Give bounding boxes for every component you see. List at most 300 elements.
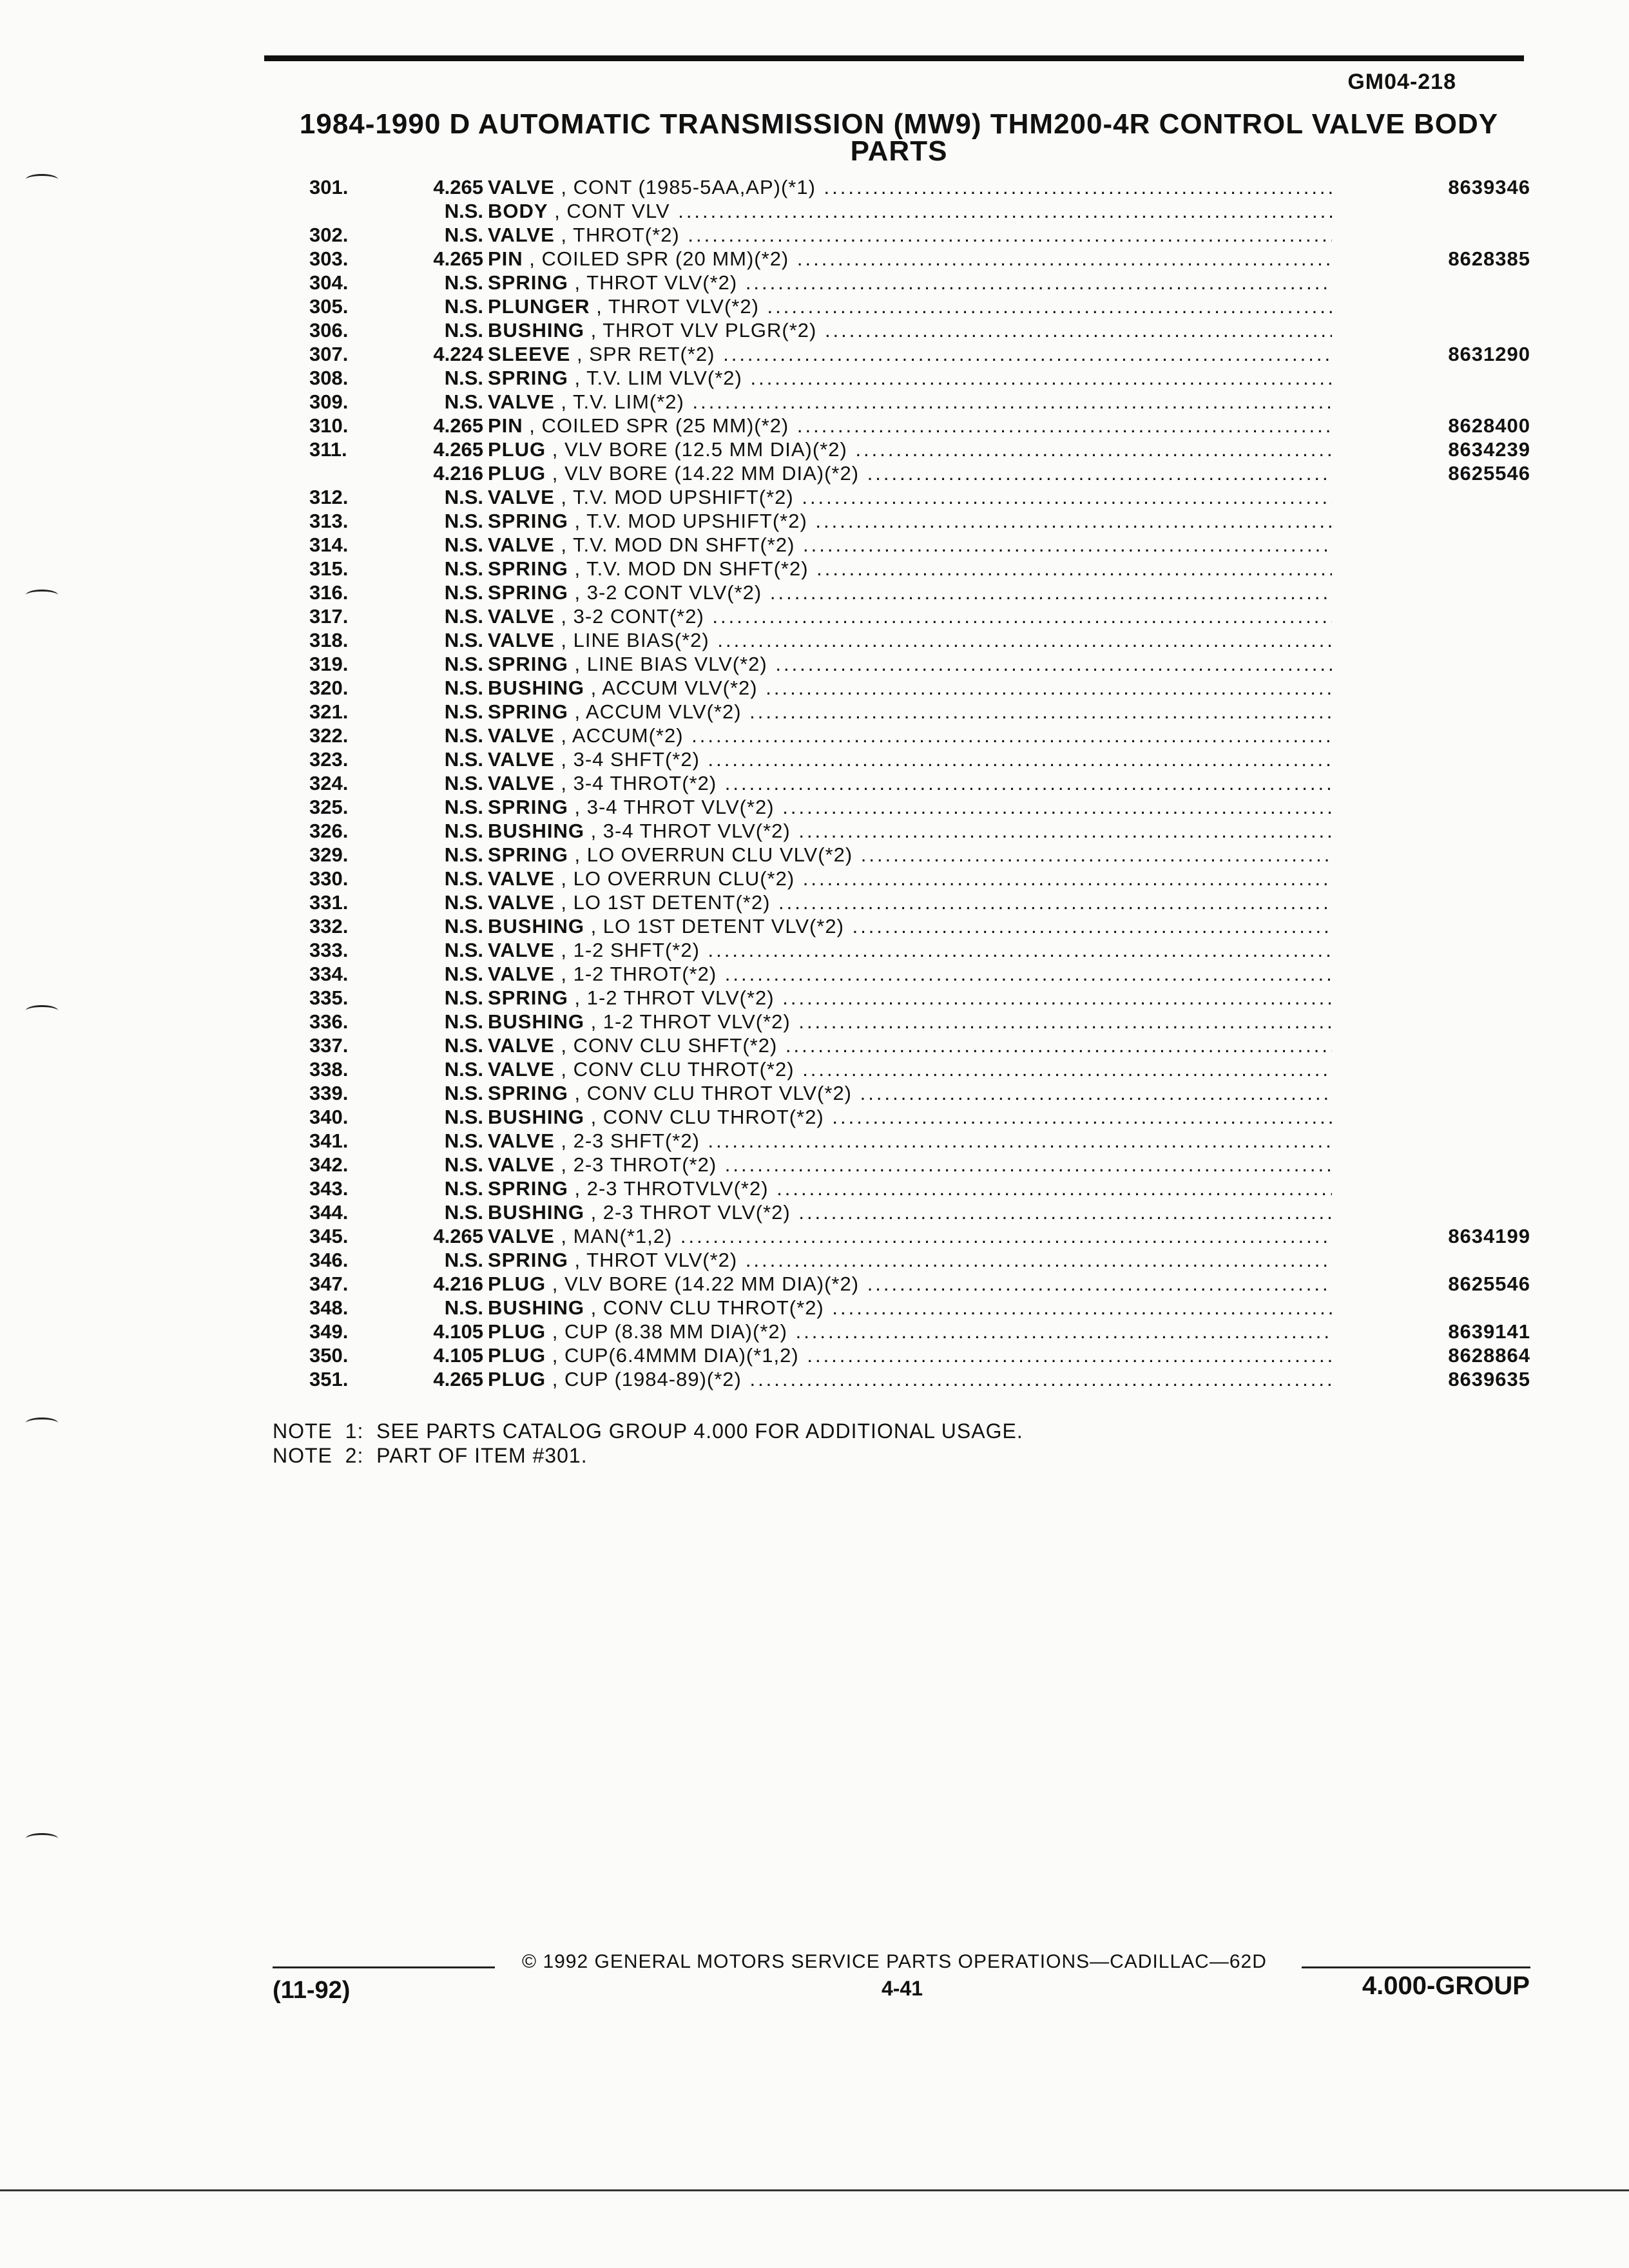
- part-row: [296, 1033, 1534, 1057]
- part-name: PLUG: [488, 438, 546, 461]
- part-description: [488, 366, 1332, 390]
- part-description: [488, 294, 1332, 318]
- title-line-1: 1984-1990 D AUTOMATIC TRANSMISSION (MW9) THM200-4R CONTROL VALVE BODY: [299, 108, 1499, 140]
- part-name: VALVE: [488, 390, 555, 413]
- item-number: 303.: [309, 247, 349, 270]
- group-number: N.S.: [444, 1177, 483, 1200]
- group-number: 4.265: [433, 1225, 483, 1247]
- part-row: [296, 676, 1534, 700]
- part-description: [488, 747, 1332, 771]
- part-row: [296, 914, 1534, 938]
- description-separator: ,: [554, 1034, 574, 1057]
- part-name: VALVE: [488, 1153, 555, 1176]
- part-name: VALVE: [488, 1034, 555, 1057]
- description-separator: ,: [554, 1058, 574, 1081]
- part-detail: COILED SPR (25 MM)(*2): [541, 414, 789, 437]
- group-number: N.S.: [444, 390, 483, 413]
- item-number: 314.: [309, 533, 349, 556]
- part-description: [488, 1200, 1332, 1224]
- part-name: BUSHING: [488, 1010, 584, 1033]
- group-number: N.S.: [444, 1201, 483, 1224]
- item-number: 332.: [309, 915, 349, 937]
- part-detail: 1-2 THROT(*2): [573, 963, 717, 985]
- description-separator: ,: [568, 1249, 587, 1271]
- group-number: 4.105: [433, 1344, 483, 1367]
- part-row: [296, 700, 1534, 724]
- part-detail: 1-2 SHFT(*2): [573, 939, 700, 961]
- item-number: 346.: [309, 1249, 349, 1271]
- part-row: [296, 533, 1534, 557]
- item-number: 345.: [309, 1225, 349, 1247]
- description-separator: ,: [554, 629, 574, 651]
- part-name: VALVE: [488, 533, 555, 556]
- part-name: SPRING: [488, 1249, 568, 1271]
- part-row: [296, 1272, 1534, 1296]
- description-separator: ,: [568, 271, 587, 294]
- part-description: [488, 533, 1332, 557]
- part-number: 8634199: [1448, 1225, 1530, 1247]
- item-number: 326.: [309, 820, 349, 842]
- part-description: [488, 1105, 1332, 1129]
- group-number: N.S.: [444, 1010, 483, 1033]
- part-name: PIN: [488, 414, 523, 437]
- item-number: 336.: [309, 1010, 349, 1033]
- part-name: PLUNGER: [488, 295, 590, 318]
- part-row: [296, 724, 1534, 747]
- description-separator: ,: [546, 438, 564, 461]
- description-separator: ,: [546, 1320, 564, 1343]
- group-number: N.S.: [444, 748, 483, 771]
- item-number: 335.: [309, 986, 349, 1009]
- group-number: N.S.: [444, 319, 483, 341]
- item-number: 312.: [309, 486, 349, 508]
- item-number: 343.: [309, 1177, 349, 1200]
- part-detail: CONT VLV: [566, 200, 670, 222]
- part-description: [488, 604, 1332, 628]
- part-description: [488, 986, 1332, 1010]
- item-number: 322.: [309, 724, 349, 747]
- description-separator: ,: [568, 653, 587, 675]
- item-number: 333.: [309, 939, 349, 961]
- item-number: 305.: [309, 295, 349, 318]
- margin-mark: [26, 1833, 58, 1844]
- part-description: [488, 342, 1332, 366]
- part-description: [488, 700, 1332, 724]
- part-description: [488, 1367, 1332, 1391]
- part-detail: COILED SPR (20 MM)(*2): [541, 247, 789, 270]
- part-row: [296, 819, 1534, 843]
- revision-date: (11-92): [273, 1977, 351, 2004]
- description-separator: ,: [554, 939, 574, 961]
- description-separator: ,: [554, 176, 574, 198]
- group-number: N.S.: [444, 629, 483, 651]
- item-number: 316.: [309, 581, 349, 604]
- item-number: 340.: [309, 1106, 349, 1128]
- part-detail: CONV CLU THROT(*2): [602, 1296, 824, 1319]
- group-number: N.S.: [444, 867, 483, 890]
- part-name: SPRING: [488, 510, 568, 532]
- part-detail: SPR RET(*2): [589, 343, 715, 365]
- part-detail: THROT VLV PLGR(*2): [602, 319, 817, 341]
- description-separator: ,: [584, 319, 603, 341]
- part-detail: LINE BIAS(*2): [573, 629, 709, 651]
- part-name: SPRING: [488, 843, 568, 866]
- part-row: [296, 581, 1534, 604]
- part-name: SLEEVE: [488, 343, 571, 365]
- part-row: [296, 437, 1534, 461]
- part-description: [488, 247, 1332, 271]
- item-number: 320.: [309, 677, 349, 699]
- group-number: N.S.: [444, 1129, 483, 1152]
- description-separator: ,: [590, 295, 608, 318]
- description-separator: ,: [554, 748, 574, 771]
- part-detail: VLV BORE (14.22 MM DIA)(*2): [564, 1273, 860, 1295]
- item-number: 351.: [309, 1368, 349, 1390]
- group-number: 4.265: [433, 414, 483, 437]
- part-detail: 2-3 THROTVLV(*2): [586, 1177, 769, 1200]
- part-description: [488, 652, 1332, 676]
- part-row: [296, 628, 1534, 652]
- bottom-rule: [0, 2189, 1629, 2191]
- part-row: [296, 1177, 1534, 1200]
- part-name: PLUG: [488, 1344, 546, 1367]
- description-separator: ,: [554, 390, 574, 413]
- part-description: [488, 1296, 1332, 1320]
- margin-mark: [26, 1005, 58, 1016]
- part-name: SPRING: [488, 1177, 568, 1200]
- margin-mark: [26, 174, 58, 185]
- description-separator: ,: [568, 367, 587, 389]
- item-number: 317.: [309, 605, 349, 628]
- group-number: N.S.: [444, 486, 483, 508]
- part-name: VALVE: [488, 224, 555, 246]
- group-number: N.S.: [444, 1058, 483, 1081]
- group-number: 4.265: [433, 176, 483, 198]
- item-number: 313.: [309, 510, 349, 532]
- part-detail: 1-2 THROT VLV(*2): [586, 986, 775, 1009]
- group-number: N.S.: [444, 581, 483, 604]
- part-row: [296, 557, 1534, 581]
- group-number: N.S.: [444, 820, 483, 842]
- description-separator: ,: [554, 605, 574, 628]
- part-description: [488, 1177, 1332, 1200]
- item-number: 339.: [309, 1082, 349, 1104]
- group-number: N.S.: [444, 295, 483, 318]
- part-name: SPRING: [488, 581, 568, 604]
- part-row: [296, 1320, 1534, 1343]
- part-row: [296, 747, 1534, 771]
- group-number: 4.224: [433, 343, 483, 365]
- part-detail: VLV BORE (14.22 MM DIA)(*2): [564, 462, 860, 485]
- part-description: [488, 437, 1332, 461]
- description-separator: ,: [546, 1273, 564, 1295]
- description-separator: ,: [568, 510, 587, 532]
- part-name: SPRING: [488, 557, 568, 580]
- description-separator: ,: [554, 224, 574, 246]
- part-name: BUSHING: [488, 1201, 584, 1224]
- part-description: [488, 1320, 1332, 1343]
- item-number: 309.: [309, 390, 349, 413]
- description-separator: ,: [554, 1225, 574, 1247]
- group-number: 4.216: [433, 462, 483, 485]
- group-number: N.S.: [444, 843, 483, 866]
- group-number: N.S.: [444, 1106, 483, 1128]
- part-detail: LO 1ST DETENT(*2): [573, 891, 771, 914]
- part-detail: CUP(6.4MMM DIA)(*1,2): [564, 1344, 799, 1367]
- item-number: 323.: [309, 748, 349, 771]
- part-row: [296, 342, 1534, 366]
- part-detail: CUP (1984-89)(*2): [564, 1368, 742, 1390]
- description-separator: ,: [568, 581, 587, 604]
- note-2: NOTE 2: PART OF ITEM #301.: [273, 1444, 588, 1467]
- part-row: [296, 843, 1534, 867]
- part-detail: CONV CLU THROT VLV(*2): [586, 1082, 853, 1104]
- part-detail: THROT VLV(*2): [608, 295, 759, 318]
- group-number: N.S.: [444, 724, 483, 747]
- part-name: SPRING: [488, 653, 568, 675]
- part-name: SPRING: [488, 986, 568, 1009]
- part-description: [488, 390, 1332, 414]
- part-detail: LO OVERRUN CLU(*2): [573, 867, 795, 890]
- part-name: BUSHING: [488, 319, 584, 341]
- description-separator: ,: [523, 414, 542, 437]
- margin-mark: [26, 1418, 58, 1428]
- part-detail: ACCUM VLV(*2): [602, 677, 758, 699]
- part-number: 8639635: [1448, 1368, 1530, 1390]
- part-detail: 3-4 THROT VLV(*2): [602, 820, 791, 842]
- part-row: [296, 485, 1534, 509]
- part-detail: LO 1ST DETENT VLV(*2): [602, 915, 844, 937]
- group-number: 4.105: [433, 1320, 483, 1343]
- description-separator: ,: [554, 963, 574, 985]
- description-separator: ,: [568, 843, 587, 866]
- part-description: [488, 1272, 1332, 1296]
- part-detail: 1-2 THROT VLV(*2): [602, 1010, 791, 1033]
- copyright: © 1992 GENERAL MOTORS SERVICE PARTS OPERATIONS—CADILLAC—62D: [522, 1951, 1267, 1972]
- group-number: N.S.: [444, 367, 483, 389]
- item-number: 334.: [309, 963, 349, 985]
- description-separator: ,: [554, 533, 574, 556]
- part-row: [296, 1200, 1534, 1224]
- part-name: VALVE: [488, 605, 555, 628]
- part-detail: T.V. LIM(*2): [573, 390, 684, 413]
- part-description: [488, 1057, 1332, 1081]
- part-detail: ACCUM(*2): [572, 724, 684, 747]
- part-detail: 2-3 THROT(*2): [573, 1153, 717, 1176]
- description-separator: ,: [568, 1082, 587, 1104]
- item-number: 311.: [309, 438, 347, 461]
- part-name: VALVE: [488, 939, 555, 961]
- part-name: VALVE: [488, 1129, 555, 1152]
- description-separator: ,: [548, 200, 567, 222]
- group-number: 4.265: [433, 438, 483, 461]
- part-detail: LO OVERRUN CLU VLV(*2): [586, 843, 853, 866]
- item-number: 307.: [309, 343, 349, 365]
- item-number: 338.: [309, 1058, 349, 1081]
- part-description: [488, 271, 1332, 294]
- group-number: N.S.: [444, 1153, 483, 1176]
- description-separator: ,: [568, 796, 587, 818]
- item-number: 301.: [309, 176, 349, 198]
- part-detail: CUP (8.38 MM DIA)(*2): [564, 1320, 787, 1343]
- part-description: [488, 414, 1332, 437]
- item-number: 306.: [309, 319, 349, 341]
- description-separator: ,: [523, 247, 542, 270]
- margin-mark: [26, 590, 58, 601]
- part-name: VALVE: [488, 724, 555, 747]
- part-number: 8628864: [1448, 1344, 1530, 1367]
- part-description: [488, 1010, 1332, 1033]
- part-row: [296, 247, 1534, 271]
- part-description: [488, 581, 1332, 604]
- part-description: [488, 795, 1332, 819]
- item-number: 318.: [309, 629, 349, 651]
- footer-rule-left: [273, 1966, 495, 1968]
- part-description: [488, 1248, 1332, 1272]
- part-description: [488, 771, 1332, 795]
- part-name: BUSHING: [488, 820, 584, 842]
- part-detail: T.V. MOD UPSHIFT(*2): [573, 486, 794, 508]
- part-name: PLUG: [488, 462, 546, 485]
- part-detail: THROT VLV(*2): [586, 271, 738, 294]
- description-separator: ,: [546, 1368, 564, 1390]
- top-rule: [264, 55, 1524, 61]
- part-detail: 3-4 THROT VLV(*2): [586, 796, 775, 818]
- part-detail: 2-3 SHFT(*2): [573, 1129, 700, 1152]
- part-row: [296, 867, 1534, 890]
- part-detail: THROT(*2): [573, 224, 680, 246]
- group-number: N.S.: [444, 557, 483, 580]
- description-separator: ,: [584, 677, 602, 699]
- part-row: [296, 652, 1534, 676]
- description-separator: ,: [570, 343, 590, 365]
- part-row: [296, 938, 1534, 962]
- description-separator: ,: [546, 462, 564, 485]
- part-name: BUSHING: [488, 1296, 584, 1319]
- part-name: SPRING: [488, 700, 568, 723]
- part-description: [488, 1343, 1332, 1367]
- parts-list: [296, 175, 1534, 1391]
- item-number: 342.: [309, 1153, 349, 1176]
- group-number: N.S.: [444, 772, 483, 794]
- description-separator: ,: [554, 724, 572, 747]
- part-name: VALVE: [488, 176, 555, 198]
- group-number: N.S.: [444, 271, 483, 294]
- part-name: SPRING: [488, 367, 568, 389]
- part-description: [488, 938, 1332, 962]
- group-number: N.S.: [444, 915, 483, 937]
- description-separator: ,: [554, 867, 574, 890]
- part-row: [296, 199, 1534, 223]
- item-number: 310.: [309, 414, 349, 437]
- part-description: [488, 724, 1332, 747]
- part-detail: 3-2 CONT VLV(*2): [586, 581, 762, 604]
- part-row: [296, 175, 1534, 199]
- description-separator: ,: [584, 1010, 603, 1033]
- part-detail: T.V. MOD UPSHIFT(*2): [586, 510, 807, 532]
- description-separator: ,: [584, 820, 603, 842]
- part-name: BUSHING: [488, 1106, 584, 1128]
- group-label: 4.000-GROUP: [1362, 1972, 1530, 2000]
- part-detail: THROT VLV(*2): [586, 1249, 738, 1271]
- part-description: [488, 1224, 1332, 1248]
- part-detail: ACCUM VLV(*2): [586, 700, 742, 723]
- title-line-2: PARTS: [850, 135, 948, 167]
- part-row: [296, 1367, 1534, 1391]
- part-detail: CONT (1985-5AA,AP)(*1): [573, 176, 816, 198]
- part-row: [296, 1081, 1534, 1105]
- item-number: 330.: [309, 867, 349, 890]
- part-name: VALVE: [488, 748, 555, 771]
- part-row: [296, 1129, 1534, 1153]
- group-number: N.S.: [444, 224, 483, 246]
- part-description: [488, 1081, 1332, 1105]
- notes: [273, 1419, 1023, 1468]
- part-row: [296, 1153, 1534, 1177]
- part-name: VALVE: [488, 891, 555, 914]
- part-detail: LINE BIAS VLV(*2): [586, 653, 767, 675]
- item-number: 344.: [309, 1201, 349, 1224]
- part-number: 8628400: [1448, 414, 1530, 437]
- footer-rule-right: [1302, 1966, 1530, 1968]
- group-number: N.S.: [444, 939, 483, 961]
- part-row: [296, 962, 1534, 986]
- part-detail: VLV BORE (12.5 MM DIA)(*2): [564, 438, 847, 461]
- part-name: PLUG: [488, 1368, 546, 1390]
- part-description: [488, 485, 1332, 509]
- part-name: SPRING: [488, 271, 568, 294]
- description-separator: ,: [554, 486, 574, 508]
- group-number: N.S.: [444, 677, 483, 699]
- part-description: [488, 175, 1332, 199]
- part-detail: T.V. MOD DN SHFT(*2): [586, 557, 809, 580]
- part-row: [296, 1057, 1534, 1081]
- group-number: N.S.: [444, 1249, 483, 1271]
- part-row: [296, 795, 1534, 819]
- part-description: [488, 1129, 1332, 1153]
- part-description: [488, 962, 1332, 986]
- group-number: N.S.: [444, 605, 483, 628]
- part-detail: 2-3 THROT VLV(*2): [602, 1201, 791, 1224]
- part-row: [296, 271, 1534, 294]
- group-number: N.S.: [444, 986, 483, 1009]
- group-number: N.S.: [444, 1082, 483, 1104]
- part-row: [296, 1105, 1534, 1129]
- part-row: [296, 366, 1534, 390]
- item-number: 308.: [309, 367, 349, 389]
- part-number: 8639141: [1448, 1320, 1530, 1343]
- part-row: [296, 509, 1534, 533]
- part-name: BUSHING: [488, 915, 584, 937]
- part-number: 8625546: [1448, 1273, 1530, 1295]
- item-number: 337.: [309, 1034, 349, 1057]
- part-name: VALVE: [488, 963, 555, 985]
- part-name: VALVE: [488, 486, 555, 508]
- part-row: [296, 1343, 1534, 1367]
- part-description: [488, 461, 1332, 485]
- part-description: [488, 199, 1332, 223]
- group-number: 4.265: [433, 1368, 483, 1390]
- part-description: [488, 1153, 1332, 1177]
- part-number: 8631290: [1448, 343, 1530, 365]
- part-row: [296, 390, 1534, 414]
- part-row: [296, 1010, 1534, 1033]
- group-number: N.S.: [444, 891, 483, 914]
- part-name: BODY: [488, 200, 548, 222]
- part-description: [488, 1033, 1332, 1057]
- part-detail: MAN(*1,2): [573, 1225, 673, 1247]
- item-number: 315.: [309, 557, 349, 580]
